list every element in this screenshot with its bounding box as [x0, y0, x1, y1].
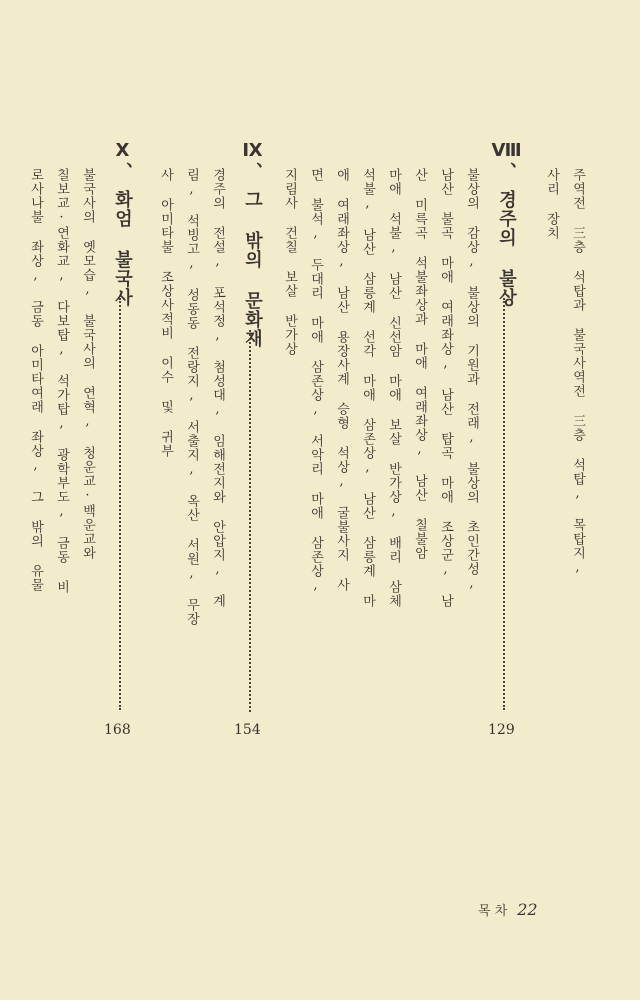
section-viii-line: 면 불석, 두대리 마애 삼존상, 서악리 마애 삼존상, [308, 168, 323, 594]
section-title-ix: 그 밖의 문화재 [242, 190, 263, 348]
section-ix-line: 사 아미타불 조상사적비 이수 및 귀부 [158, 168, 173, 458]
section-viii-line: 남산 불곡 마애 여래좌상, 남산 탑곡 마애 조상군, 남 [438, 168, 453, 608]
section-viii-line: 산 미륵곡 석불좌상과 마애 여래좌상, 남산 칠불암 [412, 168, 427, 560]
leader-dots [119, 298, 123, 710]
leader-dots [249, 330, 253, 712]
section-title-x: 화엄 불국사 [112, 190, 133, 307]
section-heading-viii: Ⅷ、 [496, 140, 517, 181]
toc-continuation-line: 사리 장치 [544, 168, 559, 240]
section-title-viii: 경주의 불상 [496, 190, 517, 307]
section-viii-line: 석불, 남산 삼릉계 선각 마애 삼존상, 남산 삼릉계 마 [360, 168, 375, 608]
footer [478, 900, 538, 919]
page-folio: 22 [517, 900, 538, 919]
section-viii-line: 마애 석불, 남산 신선암 마애 보살 반가상, 배리 삼체 [386, 168, 401, 608]
section-x-line: 불국사의 옛모습, 불국사의 연혁, 청운교·백운교와 [80, 168, 95, 560]
section-viii-line: 불상의 감상, 불상의 기원과 전래, 불상의 초인간성, [464, 168, 479, 592]
section-heading-x: Ⅹ、 [112, 140, 133, 181]
toc-continuation-line: 주역전 三층 석탑과 불국사역전 三층 석탑, 목탑지, [570, 168, 585, 576]
section-x-line: 칠보교·연화교, 다보탑, 석가탑, 광학부도, 금동 비 [54, 168, 69, 594]
section-numeral: Ⅷ [496, 140, 517, 162]
section-viii-line: 지림사 건칠 보살 반가상 [282, 168, 297, 356]
page-number-ix: 154 [234, 722, 261, 738]
leader-dots [503, 298, 507, 710]
section-numeral: Ⅸ [242, 140, 263, 162]
section-numeral: Ⅹ [112, 140, 133, 162]
page-number-x: 168 [104, 722, 131, 738]
section-ix-line: 경주의 전설, 포석정, 첨성대, 임해전지와 안압지, 계 [210, 168, 225, 608]
page-number-viii: 129 [488, 722, 515, 738]
footer-label: 목 차 [478, 904, 508, 919]
section-x-line: 로사나불 좌상, 금동 아미타여래 좌상, 그 밖의 유물 [28, 168, 43, 592]
section-viii-line: 애 여래좌상, 남산 용장사계 승형 석상, 굴불사지 사 [334, 168, 349, 592]
section-heading-ix: Ⅸ、 [242, 140, 263, 181]
section-ix-line: 림, 석빙고, 성동동 전랑지, 서출지, 옥산 서원, 무장 [184, 168, 199, 626]
